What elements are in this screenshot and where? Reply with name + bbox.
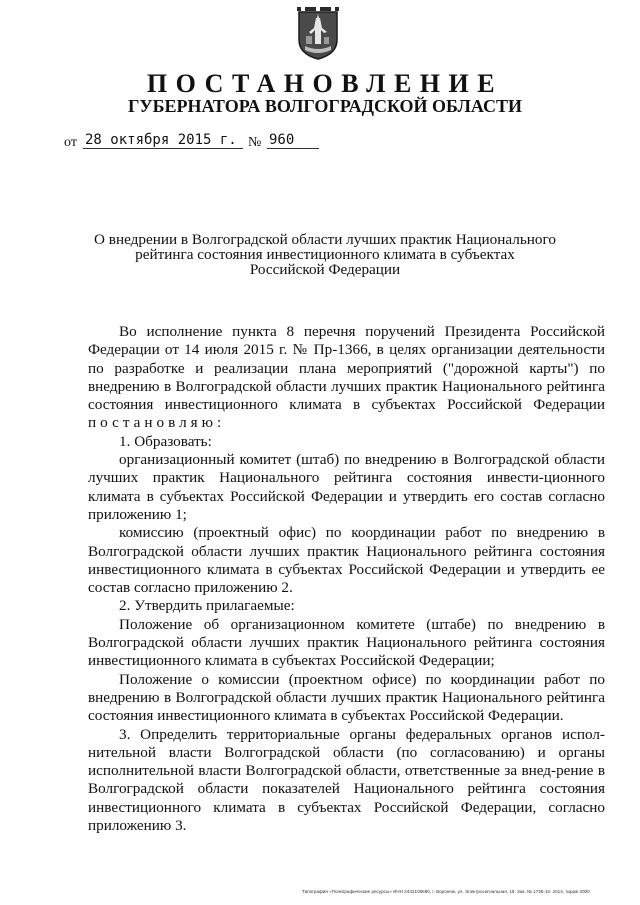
subject-line: рейтинга состояния инвестиционного климата в субъектах [135,246,515,263]
document-number: 960 [269,132,295,148]
document-subtitle: ГУБЕРНАТОРА ВОЛГОГРАДСКОЙ ОБЛАСТИ [127,96,523,116]
paragraph-text: Во исполнение пункта 8 перечня поручений Президента Российской Федерации от 14 июля 2015 г. № Пр-1366, в целях организации деятельности по разработке и реализации плана мероприятий ("дорожной карты") по внедрению в Волгоградской области лучших практик Национального рейтинга состояния инвестиционного климата в субъектах Российской Федерации [88,323,605,414]
coat-of-arms-icon [296,6,340,60]
body-paragraph [88,323,605,433]
document-subject [70,232,580,277]
body-paragraph: 3. Определить территориальные органы федеральных органов испол-нительной власти Волгоградской области (по согласованию) и органы исполнительной власти Волгоградской области, ответственные за внед-рение в Волгоградской области показателей Национального рейтинга состояния инвестиционного климата в субъектах Российской Федерации, согласно приложению 3. [88,725,605,835]
number-label: № [248,135,262,150]
resolution-word: постановляю: [88,414,226,432]
date-from-label: от [64,135,77,150]
print-imprint: Типография «Полиграфические ресурсы» ИНН 3442106590, г. Воронеж, ул. Электросигнальная, 19. Зак. № 1735-10. 2014, тираж 2000 [302,889,590,894]
body-paragraph: комиссию (проектный офис) по координации работ по внедрению в Волгоградской области лучших практик Национального рейтинга состояния инвестиционного климата в субъектах Российской Федерации и утвердить ее состав согласно приложению 2. [88,524,605,597]
body-paragraph: 1. Образовать: [119,432,212,450]
body-paragraph: организационный комитет (штаб) по внедрению в Волгоградской области лучших практик Национального рейтинга состояния инвести-ционного климата в субъектах Российской Федерации и утвердить его состав согласно приложению 1; [88,451,605,523]
body-paragraph: 2. Утвердить прилагаемые: [119,597,295,615]
body-paragraph: Положение о комиссии (проектном офисе) по координации работ по внедрению в Волгоградской области лучших практик Национального рейтинга состояния инвестиционного климата в субъектах Российской Федерации. [88,670,605,725]
dateline [64,130,364,154]
document-title: ПОСТАНОВЛЕНИЕ [146,69,504,98]
subject-line: О внедрении в Волгоградской области лучших практик Национального [94,231,556,248]
document-body [88,323,605,835]
document-date: 28 октября 2015 г. [85,132,237,148]
body-paragraph: Положение об организационном комитете (штабе) по внедрению в Волгоградской области лучших практик Национального рейтинга состояния инвестиционного климата в субъектах Российской Федерации; [88,615,605,670]
subject-line: Российской Федерации [249,261,401,278]
